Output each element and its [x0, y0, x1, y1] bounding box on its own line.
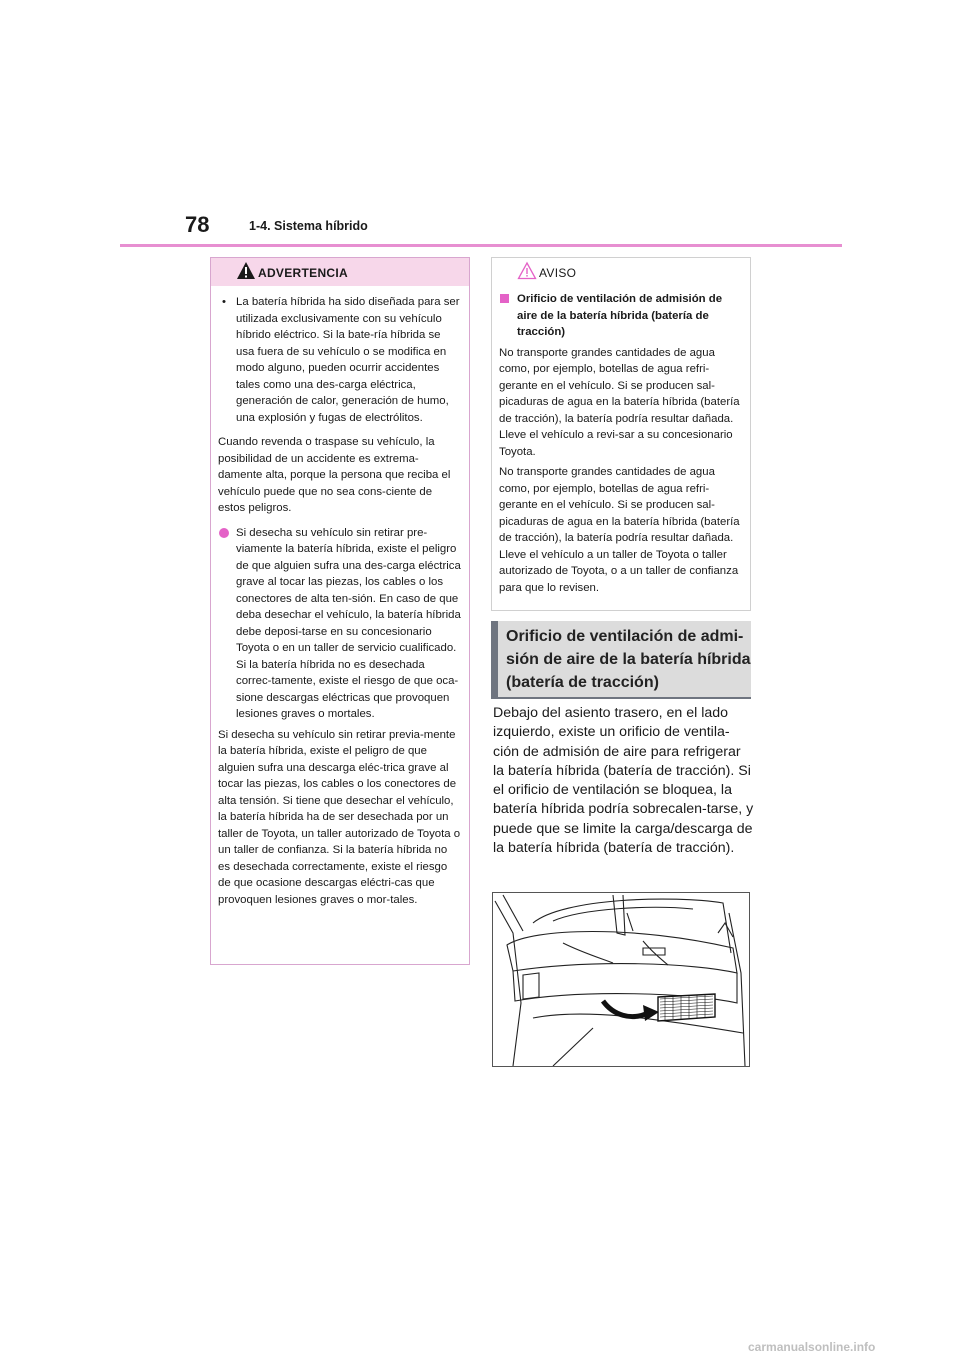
warning-triangle-icon — [236, 261, 256, 281]
notice-box — [491, 257, 751, 611]
header-rule — [120, 244, 842, 247]
watermark: carmanualsonline.info — [748, 1340, 876, 1354]
warning-paragraph-1: Cuando revenda o traspase su vehículo, la posibilidad de un accidente es extrema-damente alta, porque la persona que reciba el vehículo puede que no sea cons-ciente de estos peligros. — [218, 436, 451, 514]
warning-box — [210, 257, 470, 965]
warning-header — [211, 258, 469, 286]
notice-header — [492, 258, 750, 286]
warning-title: ADVERTENCIA — [258, 266, 348, 280]
notice-paragraph-2: No transporte grandes cantidades de agua como, por ejemplo, botellas de agua refri-gerante en el vehículo. Si se producen sal-picaduras de agua en la batería híbrida (batería de tracción), la batería podría resultar dañada. Lleve el vehículo a un taller de Toyota o taller autorizado de Toyota, o a un taller de confianza para que lo revisen. — [499, 466, 740, 594]
notice-subheading: Orificio de ventilación de admisión de aire de la batería híbrida (batería de tracción) — [517, 293, 723, 338]
body-paragraph: Debajo del asiento trasero, en el lado izquierdo, existe un orificio de ventila-ción de admisión de aire para refrigerar la batería híbrida (batería de tracción). Si el orificio de ventilación se bloquea, la batería híbrida podría sobrecalen-tarse, y puede que se limite la carga/descarga de la batería híbrida (batería de tracción). — [493, 705, 754, 857]
warning-item-2-wrap — [218, 525, 462, 723]
notice-paragraph-1: No transporte grandes cantidades de agua como, por ejemplo, botellas de agua refri-gerante en el vehículo. Si se producen sal-picaduras de agua en la batería híbrida (batería de tracción), la batería podría resultar dañada. Lleve el vehículo a revi-sar a su concesionario Toyota. — [499, 346, 740, 458]
caution-triangle-outline-icon — [517, 261, 537, 281]
figure-frame — [492, 892, 750, 1067]
section-heading — [491, 621, 751, 697]
bullet-square-icon — [500, 294, 509, 303]
warning-item-2: Si desecha su vehículo sin retirar pre-viamente la batería híbrida, existe el peligro de que alguien sufra una des-carga eléctrica grave al tocar las piezas, los cables o los conectores de alta ten-sión. En caso de que deba desechar el vehículo, la batería híbrida debe deposi-tarse en su concesionario Toyota o en un taller de servicio cualificado. Si la batería híbrida no es desechada correc-tamente, existe el riesgo de que oca-sione descargas eléctricas que provoquen lesiones graves o mortales. — [236, 526, 461, 720]
notice-subheading-wrap — [499, 291, 743, 341]
section-heading-underline — [491, 697, 751, 699]
warning-paragraph-2: Si desecha su vehículo sin retirar previa-mente la batería híbrida, existe el peligro de que alguien sufra una descarga eléc-trica grave al tocar las piezas, los cables o los conectores de alta tensión. Si tiene que desechar el vehículo, la batería híbrida ha de ser desechada por un taller de Toyota, un taller autorizado de Toyota o un taller de confianza. Si la batería híbrida no es desechada correctamente, existe el riesgo de que ocasione descargas eléctri-cas que provoquen lesiones graves o mor-tales. — [218, 728, 461, 906]
page-number: 78 — [185, 212, 210, 237]
section-heading-text: Orificio de ventilación de admi-sión de aire de la batería híbrida (batería de tracción) — [506, 628, 751, 691]
section-title: 1-4. Sistema híbrido — [249, 219, 368, 233]
warning-item-1: • La batería híbrida ha sido diseñada para ser utilizada exclusivamente con su vehículo híbrido eléctrico. Si la bate-ría híbrida se usa fuera de su vehículo o se modifica en modo alguno, pueden ocurrir accidentes tales como una des-carga eléctrica, generación de calor, generación de humo, una explosión y fugas de electrólitos. — [218, 294, 462, 426]
notice-title: AVISO — [539, 266, 577, 280]
vent-grille — [658, 994, 715, 1021]
bullet-circle-icon — [219, 528, 229, 538]
rear-seat-air-intake-vent-illustration — [493, 893, 749, 1066]
